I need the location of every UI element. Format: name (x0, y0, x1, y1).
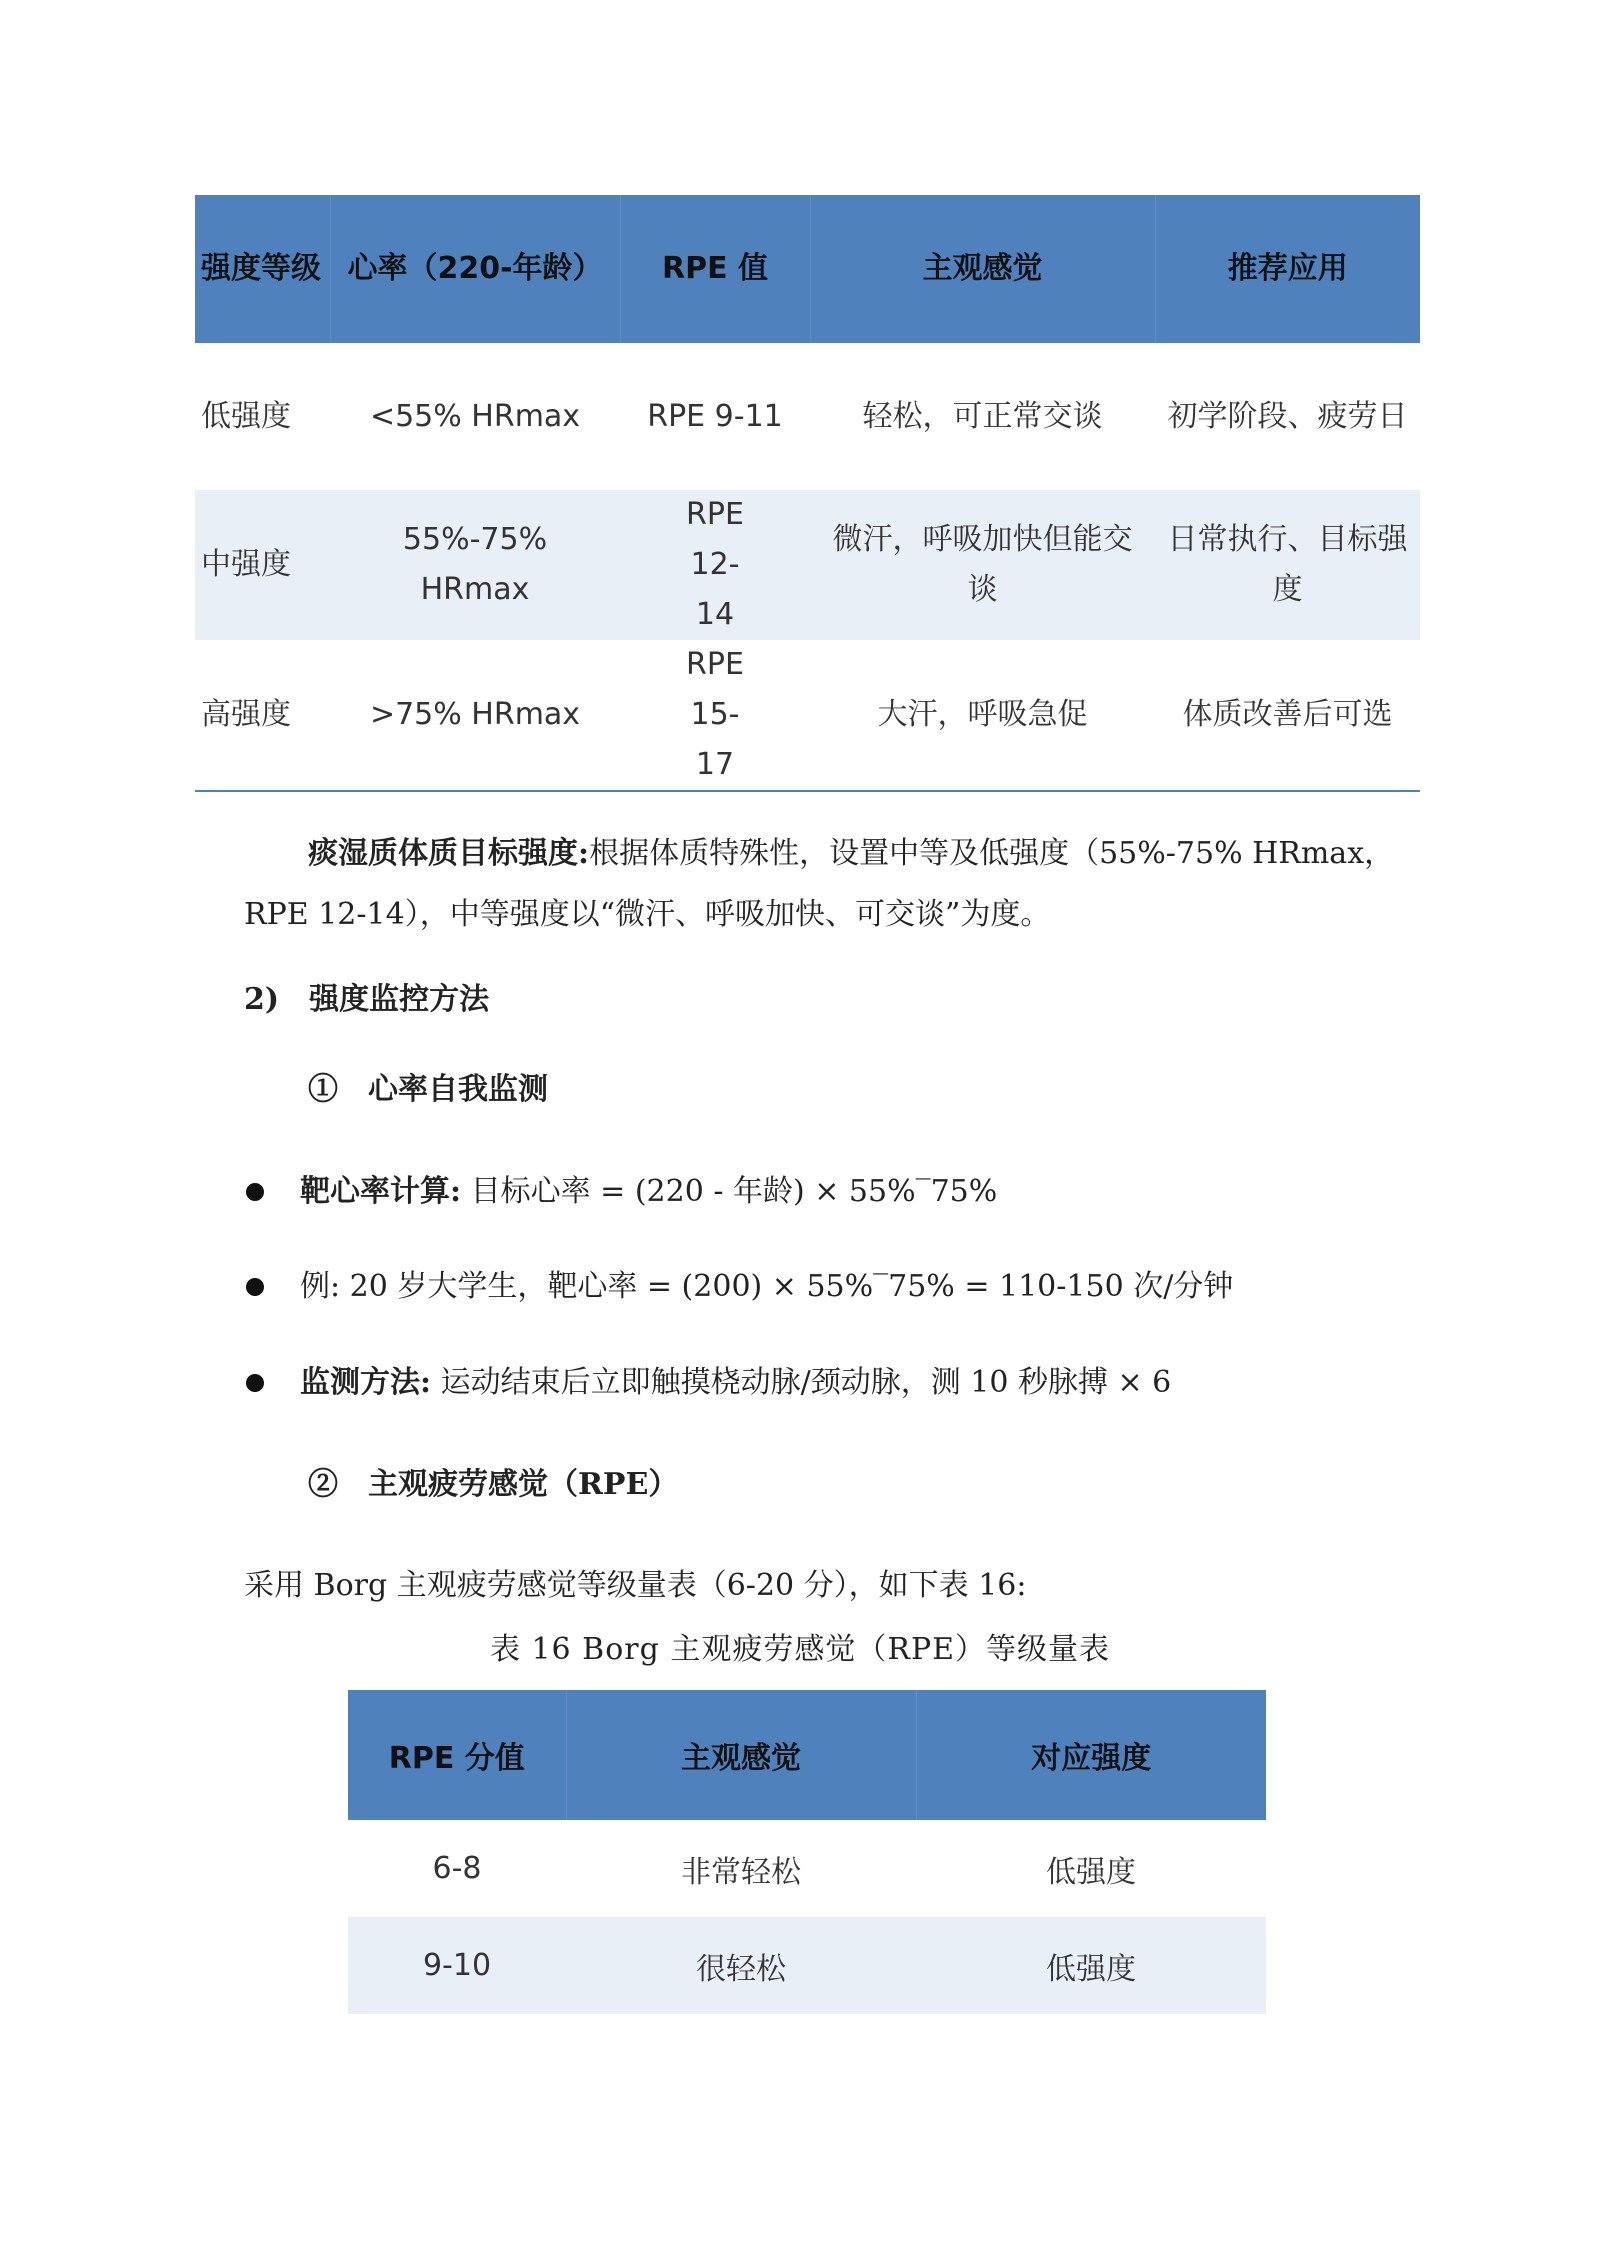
bullet-text: 目标心率 = (220 - 年龄) × 55%‾75% (461, 1174, 998, 1209)
paragraph-borg-intro: 采用 Borg 主观疲劳感觉等级量表（6-20 分），如下表 16: (244, 1568, 1027, 1603)
cell: RPE 15-17 (620, 640, 810, 791)
header-intensity-level: 强度等级 (195, 195, 330, 343)
section-heading: 2) 强度监控方法 (244, 982, 490, 1017)
subheading-rpe: ② 主观疲劳感觉（RPE） (308, 1467, 679, 1502)
cell: 低强度 (916, 1917, 1266, 2014)
bullet-label: 靶心率计算: (300, 1174, 462, 1209)
table-header-row (195, 195, 1420, 343)
paragraph-line2: RPE 12-14），中等强度以“微汗、呼吸加快、可交谈”为度。 (244, 897, 1051, 932)
cell: 体质改善后可选 (1155, 640, 1420, 791)
paragraph-line1: 根据体质特殊性，设置中等及低强度（55%-75% HRmax， (589, 836, 1395, 871)
bullet-dot-icon (246, 1278, 264, 1296)
header-intensity: 对应强度 (916, 1690, 1266, 1820)
cell: 大汗，呼吸急促 (810, 640, 1155, 791)
cell: 日常执行、目标强度 (1155, 490, 1420, 640)
header-feeling: 主观感觉 (810, 195, 1155, 343)
cell: 非常轻松 (681, 1854, 801, 1890)
cell: 6-8 (432, 1851, 482, 1886)
bullet-item (300, 1267, 1233, 1307)
cell: 轻松，可正常交谈 (862, 398, 1103, 434)
bullet-dot-icon (246, 1183, 264, 1201)
table-row (348, 1917, 1266, 2014)
cell: <55% HRmax (369, 398, 581, 434)
cell: RPE 9-11 (647, 398, 783, 434)
table-caption: 表 16 Borg 主观疲劳感觉（RPE）等级量表 (489, 1632, 1111, 1667)
header-feeling: 主观感觉 (566, 1690, 916, 1820)
cell: 9-10 (348, 1917, 566, 2014)
cell: 低强度 (201, 398, 291, 434)
paragraph-label: 痰湿质体质目标强度: (308, 836, 590, 871)
bullet-label: 监测方法: (300, 1365, 432, 1400)
cell: 中强度 (195, 490, 330, 640)
borg-rpe-table (348, 1690, 1266, 2014)
header-heart-rate: 心率（220-年龄） (330, 195, 620, 343)
cell: RPE 12-14 (620, 490, 810, 640)
bullet-item (300, 1172, 997, 1212)
table-header-row (348, 1690, 1266, 1820)
header-application: 推荐应用 (1155, 195, 1420, 343)
bullet-text: 例: 20 岁大学生，靶心率 = (200) × 55%‾75% = 110-150 次/分钟 (300, 1269, 1234, 1304)
paragraph-target-intensity (308, 834, 1394, 874)
cell: 55%-75% HRmax (330, 490, 620, 640)
cell: 高强度 (195, 640, 330, 791)
subheading-heart-rate: ① 心率自我监测 (308, 1072, 548, 1107)
cell: 很轻松 (566, 1917, 916, 2014)
bullet-text: 运动结束后立即触摸桡动脉/颈动脉，测 10 秒脉搏 × 6 (431, 1365, 1172, 1400)
cell: 低强度 (1046, 1854, 1136, 1890)
table-row (195, 343, 1420, 490)
header-rpe-score: RPE 分值 (348, 1690, 566, 1820)
intensity-table (195, 195, 1420, 792)
bullet-dot-icon (246, 1374, 264, 1392)
table-row (195, 490, 1420, 640)
cell: 微汗，呼吸加快但能交谈 (810, 490, 1155, 640)
header-rpe: RPE 值 (620, 195, 810, 343)
cell: 初学阶段、疲劳日 (1167, 398, 1408, 434)
cell: >75% HRmax (330, 640, 620, 791)
table-row (348, 1820, 1266, 1917)
table-row (195, 640, 1420, 791)
bullet-item (300, 1363, 1171, 1403)
